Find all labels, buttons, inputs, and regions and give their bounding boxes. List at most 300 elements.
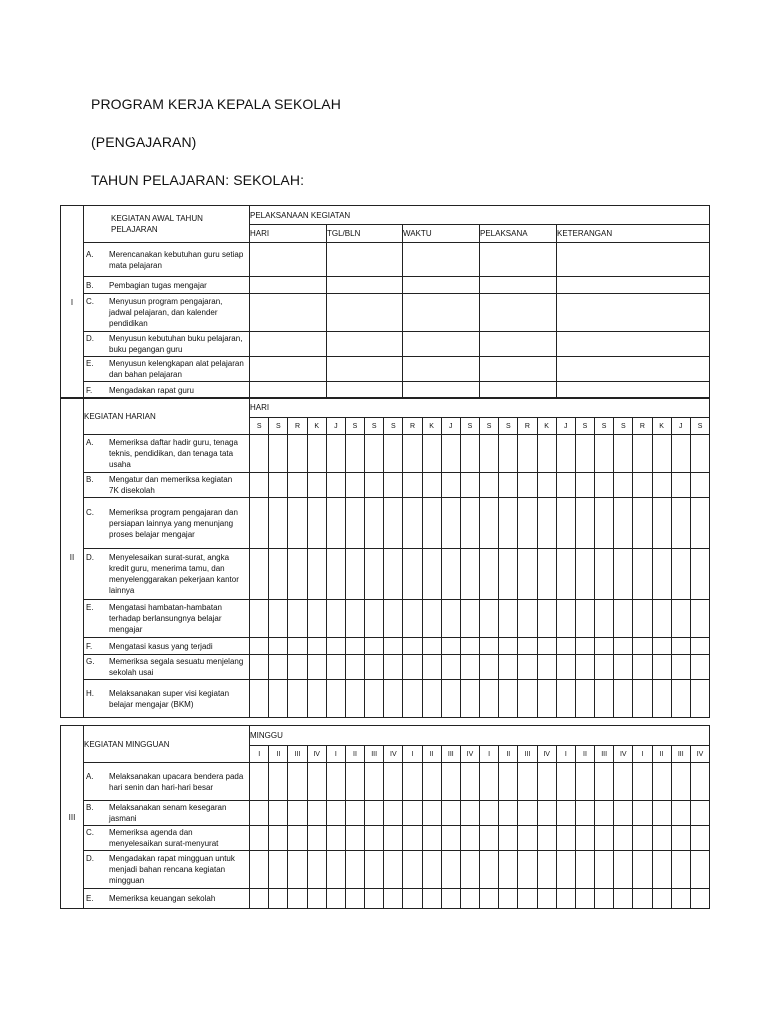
entry-cell[interactable] bbox=[652, 889, 671, 909]
entry-cell[interactable] bbox=[633, 680, 652, 718]
entry-cell[interactable] bbox=[594, 549, 613, 600]
entry-cell[interactable] bbox=[479, 680, 498, 718]
entry-cell[interactable] bbox=[479, 889, 498, 909]
entry-cell[interactable] bbox=[345, 473, 364, 498]
entry-cell[interactable] bbox=[594, 763, 613, 801]
entry-cell[interactable] bbox=[326, 763, 345, 801]
entry-cell[interactable] bbox=[327, 332, 403, 357]
entry-cell[interactable] bbox=[422, 889, 441, 909]
entry-cell[interactable] bbox=[460, 889, 479, 909]
entry-cell[interactable] bbox=[384, 889, 403, 909]
entry-cell[interactable] bbox=[537, 638, 556, 655]
entry-cell[interactable] bbox=[633, 801, 652, 826]
entry-cell[interactable] bbox=[556, 549, 575, 600]
entry-cell[interactable] bbox=[614, 801, 633, 826]
entry-cell[interactable] bbox=[557, 357, 710, 382]
entry-cell[interactable] bbox=[403, 600, 422, 638]
entry-cell[interactable] bbox=[633, 638, 652, 655]
entry-cell[interactable] bbox=[422, 826, 441, 851]
entry-cell[interactable] bbox=[403, 638, 422, 655]
entry-cell[interactable] bbox=[671, 655, 690, 680]
entry-cell[interactable] bbox=[652, 549, 671, 600]
entry-cell[interactable] bbox=[537, 655, 556, 680]
entry-cell[interactable] bbox=[499, 498, 518, 549]
entry-cell[interactable] bbox=[441, 801, 460, 826]
entry-cell[interactable] bbox=[326, 600, 345, 638]
entry-cell[interactable] bbox=[441, 498, 460, 549]
entry-cell[interactable] bbox=[403, 277, 480, 294]
entry-cell[interactable] bbox=[327, 277, 403, 294]
entry-cell[interactable] bbox=[575, 889, 594, 909]
entry-cell[interactable] bbox=[556, 498, 575, 549]
entry-cell[interactable] bbox=[652, 498, 671, 549]
entry-cell[interactable] bbox=[326, 435, 345, 473]
entry-cell[interactable] bbox=[556, 851, 575, 889]
entry-cell[interactable] bbox=[364, 498, 383, 549]
entry-cell[interactable] bbox=[441, 851, 460, 889]
entry-cell[interactable] bbox=[307, 638, 326, 655]
entry-cell[interactable] bbox=[479, 826, 498, 851]
entry-cell[interactable] bbox=[269, 549, 288, 600]
entry-cell[interactable] bbox=[345, 638, 364, 655]
entry-cell[interactable] bbox=[422, 549, 441, 600]
entry-cell[interactable] bbox=[518, 763, 537, 801]
entry-cell[interactable] bbox=[250, 357, 327, 382]
entry-cell[interactable] bbox=[288, 549, 307, 600]
entry-cell[interactable] bbox=[690, 549, 709, 600]
entry-cell[interactable] bbox=[633, 655, 652, 680]
entry-cell[interactable] bbox=[250, 294, 327, 332]
entry-cell[interactable] bbox=[480, 357, 557, 382]
entry-cell[interactable] bbox=[537, 435, 556, 473]
entry-cell[interactable] bbox=[441, 600, 460, 638]
entry-cell[interactable] bbox=[269, 473, 288, 498]
entry-cell[interactable] bbox=[269, 680, 288, 718]
entry-cell[interactable] bbox=[460, 763, 479, 801]
entry-cell[interactable] bbox=[326, 826, 345, 851]
entry-cell[interactable] bbox=[557, 382, 710, 399]
entry-cell[interactable] bbox=[499, 473, 518, 498]
entry-cell[interactable] bbox=[652, 826, 671, 851]
entry-cell[interactable] bbox=[652, 801, 671, 826]
entry-cell[interactable] bbox=[594, 600, 613, 638]
entry-cell[interactable] bbox=[307, 851, 326, 889]
entry-cell[interactable] bbox=[364, 655, 383, 680]
entry-cell[interactable] bbox=[633, 435, 652, 473]
entry-cell[interactable] bbox=[403, 473, 422, 498]
entry-cell[interactable] bbox=[518, 549, 537, 600]
entry-cell[interactable] bbox=[614, 851, 633, 889]
entry-cell[interactable] bbox=[460, 549, 479, 600]
entry-cell[interactable] bbox=[384, 655, 403, 680]
entry-cell[interactable] bbox=[594, 473, 613, 498]
entry-cell[interactable] bbox=[269, 600, 288, 638]
entry-cell[interactable] bbox=[690, 851, 709, 889]
entry-cell[interactable] bbox=[288, 638, 307, 655]
entry-cell[interactable] bbox=[288, 680, 307, 718]
entry-cell[interactable] bbox=[557, 277, 710, 294]
entry-cell[interactable] bbox=[479, 851, 498, 889]
entry-cell[interactable] bbox=[537, 473, 556, 498]
entry-cell[interactable] bbox=[460, 801, 479, 826]
entry-cell[interactable] bbox=[614, 680, 633, 718]
entry-cell[interactable] bbox=[269, 763, 288, 801]
entry-cell[interactable] bbox=[652, 473, 671, 498]
entry-cell[interactable] bbox=[690, 435, 709, 473]
entry-cell[interactable] bbox=[575, 826, 594, 851]
entry-cell[interactable] bbox=[652, 680, 671, 718]
entry-cell[interactable] bbox=[403, 435, 422, 473]
entry-cell[interactable] bbox=[384, 851, 403, 889]
entry-cell[interactable] bbox=[327, 294, 403, 332]
entry-cell[interactable] bbox=[307, 889, 326, 909]
entry-cell[interactable] bbox=[556, 763, 575, 801]
entry-cell[interactable] bbox=[288, 826, 307, 851]
entry-cell[interactable] bbox=[288, 889, 307, 909]
entry-cell[interactable] bbox=[460, 851, 479, 889]
entry-cell[interactable] bbox=[499, 680, 518, 718]
entry-cell[interactable] bbox=[441, 763, 460, 801]
entry-cell[interactable] bbox=[614, 826, 633, 851]
entry-cell[interactable] bbox=[288, 851, 307, 889]
entry-cell[interactable] bbox=[690, 498, 709, 549]
entry-cell[interactable] bbox=[364, 763, 383, 801]
entry-cell[interactable] bbox=[384, 435, 403, 473]
entry-cell[interactable] bbox=[556, 680, 575, 718]
entry-cell[interactable] bbox=[594, 826, 613, 851]
entry-cell[interactable] bbox=[633, 498, 652, 549]
entry-cell[interactable] bbox=[537, 680, 556, 718]
entry-cell[interactable] bbox=[269, 435, 288, 473]
entry-cell[interactable] bbox=[499, 763, 518, 801]
entry-cell[interactable] bbox=[499, 889, 518, 909]
entry-cell[interactable] bbox=[556, 655, 575, 680]
entry-cell[interactable] bbox=[690, 655, 709, 680]
entry-cell[interactable] bbox=[518, 655, 537, 680]
entry-cell[interactable] bbox=[384, 763, 403, 801]
entry-cell[interactable] bbox=[250, 277, 327, 294]
entry-cell[interactable] bbox=[326, 549, 345, 600]
entry-cell[interactable] bbox=[671, 600, 690, 638]
entry-cell[interactable] bbox=[441, 473, 460, 498]
entry-cell[interactable] bbox=[460, 826, 479, 851]
entry-cell[interactable] bbox=[364, 600, 383, 638]
entry-cell[interactable] bbox=[556, 638, 575, 655]
entry-cell[interactable] bbox=[460, 435, 479, 473]
entry-cell[interactable] bbox=[479, 498, 498, 549]
entry-cell[interactable] bbox=[460, 473, 479, 498]
entry-cell[interactable] bbox=[403, 851, 422, 889]
entry-cell[interactable] bbox=[345, 801, 364, 826]
entry-cell[interactable] bbox=[345, 826, 364, 851]
entry-cell[interactable] bbox=[403, 655, 422, 680]
entry-cell[interactable] bbox=[499, 655, 518, 680]
entry-cell[interactable] bbox=[671, 498, 690, 549]
entry-cell[interactable] bbox=[422, 801, 441, 826]
entry-cell[interactable] bbox=[250, 638, 269, 655]
entry-cell[interactable] bbox=[403, 549, 422, 600]
entry-cell[interactable] bbox=[250, 851, 269, 889]
entry-cell[interactable] bbox=[403, 889, 422, 909]
entry-cell[interactable] bbox=[614, 655, 633, 680]
entry-cell[interactable] bbox=[671, 638, 690, 655]
entry-cell[interactable] bbox=[575, 763, 594, 801]
entry-cell[interactable] bbox=[288, 655, 307, 680]
entry-cell[interactable] bbox=[575, 473, 594, 498]
entry-cell[interactable] bbox=[250, 826, 269, 851]
entry-cell[interactable] bbox=[326, 851, 345, 889]
entry-cell[interactable] bbox=[671, 826, 690, 851]
entry-cell[interactable] bbox=[250, 382, 327, 399]
entry-cell[interactable] bbox=[269, 801, 288, 826]
entry-cell[interactable] bbox=[250, 473, 269, 498]
entry-cell[interactable] bbox=[288, 600, 307, 638]
entry-cell[interactable] bbox=[269, 498, 288, 549]
entry-cell[interactable] bbox=[441, 826, 460, 851]
entry-cell[interactable] bbox=[326, 680, 345, 718]
entry-cell[interactable] bbox=[345, 763, 364, 801]
entry-cell[interactable] bbox=[690, 680, 709, 718]
entry-cell[interactable] bbox=[250, 243, 327, 277]
entry-cell[interactable] bbox=[518, 473, 537, 498]
entry-cell[interactable] bbox=[594, 655, 613, 680]
entry-cell[interactable] bbox=[537, 498, 556, 549]
entry-cell[interactable] bbox=[518, 851, 537, 889]
entry-cell[interactable] bbox=[690, 600, 709, 638]
entry-cell[interactable] bbox=[307, 826, 326, 851]
entry-cell[interactable] bbox=[537, 763, 556, 801]
entry-cell[interactable] bbox=[518, 638, 537, 655]
entry-cell[interactable] bbox=[690, 826, 709, 851]
entry-cell[interactable] bbox=[326, 473, 345, 498]
entry-cell[interactable] bbox=[652, 655, 671, 680]
entry-cell[interactable] bbox=[499, 801, 518, 826]
entry-cell[interactable] bbox=[460, 600, 479, 638]
entry-cell[interactable] bbox=[364, 435, 383, 473]
entry-cell[interactable] bbox=[633, 826, 652, 851]
entry-cell[interactable] bbox=[441, 680, 460, 718]
entry-cell[interactable] bbox=[384, 680, 403, 718]
entry-cell[interactable] bbox=[441, 435, 460, 473]
entry-cell[interactable] bbox=[479, 435, 498, 473]
entry-cell[interactable] bbox=[671, 680, 690, 718]
entry-cell[interactable] bbox=[326, 889, 345, 909]
entry-cell[interactable] bbox=[499, 549, 518, 600]
entry-cell[interactable] bbox=[614, 498, 633, 549]
entry-cell[interactable] bbox=[537, 889, 556, 909]
entry-cell[interactable] bbox=[422, 851, 441, 889]
entry-cell[interactable] bbox=[384, 498, 403, 549]
entry-cell[interactable] bbox=[479, 655, 498, 680]
entry-cell[interactable] bbox=[327, 357, 403, 382]
entry-cell[interactable] bbox=[269, 851, 288, 889]
entry-cell[interactable] bbox=[671, 549, 690, 600]
entry-cell[interactable] bbox=[422, 763, 441, 801]
entry-cell[interactable] bbox=[364, 851, 383, 889]
entry-cell[interactable] bbox=[326, 801, 345, 826]
entry-cell[interactable] bbox=[479, 763, 498, 801]
entry-cell[interactable] bbox=[460, 638, 479, 655]
entry-cell[interactable] bbox=[327, 243, 403, 277]
entry-cell[interactable] bbox=[633, 600, 652, 638]
entry-cell[interactable] bbox=[288, 435, 307, 473]
entry-cell[interactable] bbox=[518, 435, 537, 473]
entry-cell[interactable] bbox=[403, 763, 422, 801]
entry-cell[interactable] bbox=[403, 498, 422, 549]
entry-cell[interactable] bbox=[671, 801, 690, 826]
entry-cell[interactable] bbox=[307, 655, 326, 680]
entry-cell[interactable] bbox=[518, 801, 537, 826]
entry-cell[interactable] bbox=[499, 600, 518, 638]
entry-cell[interactable] bbox=[671, 851, 690, 889]
entry-cell[interactable] bbox=[326, 498, 345, 549]
entry-cell[interactable] bbox=[594, 435, 613, 473]
entry-cell[interactable] bbox=[364, 680, 383, 718]
entry-cell[interactable] bbox=[345, 600, 364, 638]
entry-cell[interactable] bbox=[345, 435, 364, 473]
entry-cell[interactable] bbox=[594, 498, 613, 549]
entry-cell[interactable] bbox=[556, 889, 575, 909]
entry-cell[interactable] bbox=[403, 826, 422, 851]
entry-cell[interactable] bbox=[499, 826, 518, 851]
entry-cell[interactable] bbox=[575, 498, 594, 549]
entry-cell[interactable] bbox=[327, 382, 403, 399]
entry-cell[interactable] bbox=[652, 851, 671, 889]
entry-cell[interactable] bbox=[575, 801, 594, 826]
entry-cell[interactable] bbox=[671, 435, 690, 473]
entry-cell[interactable] bbox=[250, 549, 269, 600]
entry-cell[interactable] bbox=[364, 549, 383, 600]
entry-cell[interactable] bbox=[690, 763, 709, 801]
entry-cell[interactable] bbox=[652, 763, 671, 801]
entry-cell[interactable] bbox=[326, 655, 345, 680]
entry-cell[interactable] bbox=[614, 638, 633, 655]
entry-cell[interactable] bbox=[575, 638, 594, 655]
entry-cell[interactable] bbox=[499, 851, 518, 889]
entry-cell[interactable] bbox=[557, 294, 710, 332]
entry-cell[interactable] bbox=[594, 889, 613, 909]
entry-cell[interactable] bbox=[364, 889, 383, 909]
entry-cell[interactable] bbox=[441, 655, 460, 680]
entry-cell[interactable] bbox=[364, 826, 383, 851]
entry-cell[interactable] bbox=[652, 435, 671, 473]
entry-cell[interactable] bbox=[557, 243, 710, 277]
entry-cell[interactable] bbox=[345, 889, 364, 909]
entry-cell[interactable] bbox=[403, 294, 480, 332]
entry-cell[interactable] bbox=[557, 332, 710, 357]
entry-cell[interactable] bbox=[422, 473, 441, 498]
entry-cell[interactable] bbox=[690, 801, 709, 826]
entry-cell[interactable] bbox=[652, 638, 671, 655]
entry-cell[interactable] bbox=[250, 435, 269, 473]
entry-cell[interactable] bbox=[614, 473, 633, 498]
entry-cell[interactable] bbox=[652, 600, 671, 638]
entry-cell[interactable] bbox=[250, 600, 269, 638]
entry-cell[interactable] bbox=[633, 851, 652, 889]
entry-cell[interactable] bbox=[633, 549, 652, 600]
entry-cell[interactable] bbox=[422, 680, 441, 718]
entry-cell[interactable] bbox=[250, 332, 327, 357]
entry-cell[interactable] bbox=[690, 638, 709, 655]
entry-cell[interactable] bbox=[575, 549, 594, 600]
entry-cell[interactable] bbox=[250, 498, 269, 549]
entry-cell[interactable] bbox=[307, 473, 326, 498]
entry-cell[interactable] bbox=[556, 600, 575, 638]
entry-cell[interactable] bbox=[479, 473, 498, 498]
entry-cell[interactable] bbox=[594, 801, 613, 826]
entry-cell[interactable] bbox=[250, 801, 269, 826]
entry-cell[interactable] bbox=[384, 638, 403, 655]
entry-cell[interactable] bbox=[403, 680, 422, 718]
entry-cell[interactable] bbox=[269, 826, 288, 851]
entry-cell[interactable] bbox=[441, 549, 460, 600]
entry-cell[interactable] bbox=[384, 826, 403, 851]
entry-cell[interactable] bbox=[499, 435, 518, 473]
entry-cell[interactable] bbox=[633, 889, 652, 909]
entry-cell[interactable] bbox=[250, 763, 269, 801]
entry-cell[interactable] bbox=[422, 435, 441, 473]
entry-cell[interactable] bbox=[518, 498, 537, 549]
entry-cell[interactable] bbox=[594, 638, 613, 655]
entry-cell[interactable] bbox=[364, 638, 383, 655]
entry-cell[interactable] bbox=[671, 473, 690, 498]
entry-cell[interactable] bbox=[384, 473, 403, 498]
entry-cell[interactable] bbox=[518, 600, 537, 638]
entry-cell[interactable] bbox=[307, 600, 326, 638]
entry-cell[interactable] bbox=[480, 277, 557, 294]
entry-cell[interactable] bbox=[307, 801, 326, 826]
entry-cell[interactable] bbox=[499, 638, 518, 655]
entry-cell[interactable] bbox=[307, 680, 326, 718]
entry-cell[interactable] bbox=[537, 600, 556, 638]
entry-cell[interactable] bbox=[403, 801, 422, 826]
entry-cell[interactable] bbox=[537, 801, 556, 826]
entry-cell[interactable] bbox=[364, 473, 383, 498]
entry-cell[interactable] bbox=[288, 801, 307, 826]
entry-cell[interactable] bbox=[422, 600, 441, 638]
entry-cell[interactable] bbox=[269, 655, 288, 680]
entry-cell[interactable] bbox=[614, 435, 633, 473]
entry-cell[interactable] bbox=[479, 801, 498, 826]
entry-cell[interactable] bbox=[556, 826, 575, 851]
entry-cell[interactable] bbox=[384, 600, 403, 638]
entry-cell[interactable] bbox=[575, 680, 594, 718]
entry-cell[interactable] bbox=[345, 680, 364, 718]
entry-cell[interactable] bbox=[633, 473, 652, 498]
entry-cell[interactable] bbox=[441, 638, 460, 655]
entry-cell[interactable] bbox=[403, 382, 480, 399]
entry-cell[interactable] bbox=[460, 498, 479, 549]
entry-cell[interactable] bbox=[614, 763, 633, 801]
entry-cell[interactable] bbox=[690, 889, 709, 909]
entry-cell[interactable] bbox=[288, 763, 307, 801]
entry-cell[interactable] bbox=[250, 655, 269, 680]
entry-cell[interactable] bbox=[575, 851, 594, 889]
entry-cell[interactable] bbox=[479, 549, 498, 600]
entry-cell[interactable] bbox=[307, 498, 326, 549]
entry-cell[interactable] bbox=[633, 763, 652, 801]
entry-cell[interactable] bbox=[384, 801, 403, 826]
entry-cell[interactable] bbox=[422, 498, 441, 549]
entry-cell[interactable] bbox=[460, 680, 479, 718]
entry-cell[interactable] bbox=[556, 801, 575, 826]
entry-cell[interactable] bbox=[690, 473, 709, 498]
entry-cell[interactable] bbox=[479, 638, 498, 655]
entry-cell[interactable] bbox=[326, 638, 345, 655]
entry-cell[interactable] bbox=[250, 680, 269, 718]
entry-cell[interactable] bbox=[345, 549, 364, 600]
entry-cell[interactable] bbox=[479, 600, 498, 638]
